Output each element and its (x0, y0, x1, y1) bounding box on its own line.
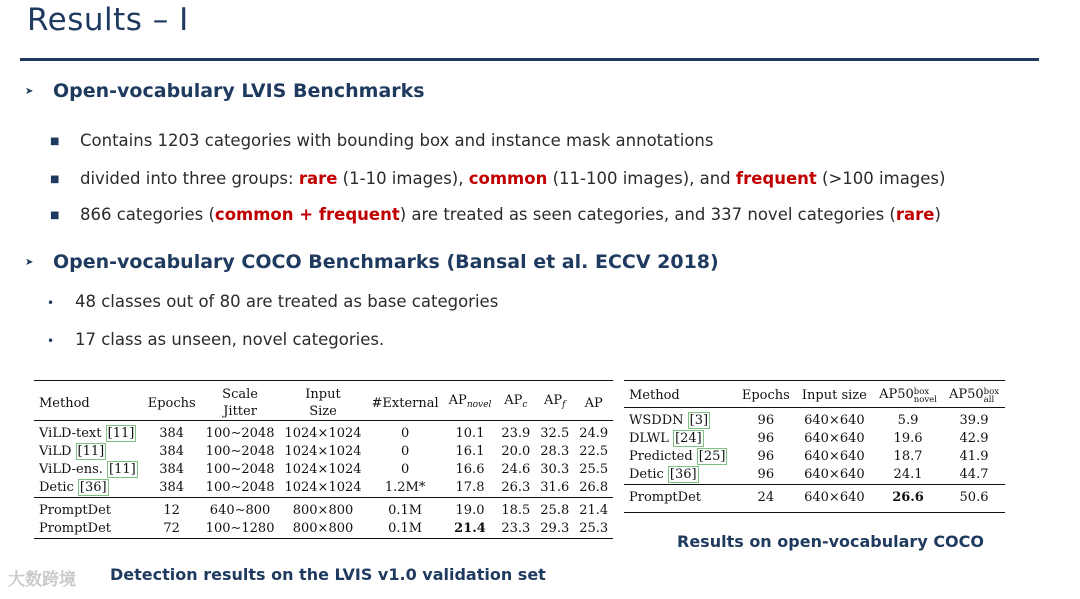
ap-f-cell: 32.5 (535, 421, 574, 444)
input-size-cell: 1024×1024 (284, 444, 362, 459)
ap-f-cell: 29.3 (535, 520, 574, 539)
epochs-cell: 96 (757, 449, 775, 464)
ap50-all-cell: 50.6 (943, 485, 1005, 513)
ap-cell: 25.3 (574, 520, 613, 539)
table-row (34, 421, 613, 444)
ap-cell: 22.5 (579, 444, 609, 459)
ap-c-cell: 23.3 (496, 520, 535, 539)
bullet-lvis-categories: ■ Contains 1203 categories with bounding box and instance mask annotations (80, 131, 713, 150)
input-size-cell: 640×640 (796, 408, 873, 431)
input-size-cell: 800×800 (279, 520, 366, 539)
scale-jitter-cell: 640∼800 (201, 498, 280, 521)
table-row (624, 408, 1005, 431)
ap-f-cell: 31.6 (540, 480, 570, 495)
ap-f-cell: 30.3 (540, 462, 570, 477)
square-bullet-icon: ■ (50, 174, 60, 185)
method-cell: Detic [36] (629, 467, 697, 482)
bullet-coco-novel: • 17 class as unseen, novel categories. (75, 330, 384, 349)
ap-c-cell: 24.6 (501, 462, 531, 477)
table-row (624, 430, 1005, 448)
method-cell: WSDDN [3] (624, 408, 736, 431)
scale-jitter-cell: 100∼2048 (205, 480, 275, 495)
ap-cell: 25.5 (579, 462, 609, 477)
ap-cell: 21.4 (574, 498, 613, 521)
dot-bullet-icon: • (47, 296, 55, 310)
title-divider (20, 58, 1039, 61)
epochs-cell: 384 (159, 444, 185, 459)
method-cell: ViLD [11] (39, 444, 105, 459)
table-header-row: Method Epochs Scale Jitter Input Size #External $AP_{novel}$ $AP_c$ $AP_f$ AP (34, 381, 613, 421)
highlight-rare: rare (895, 205, 935, 224)
scale-jitter-cell: 100∼1280 (201, 520, 280, 539)
ap-novel-cell: 21.4 (444, 520, 497, 539)
input-size-cell: 640×640 (804, 449, 865, 464)
ap50-novel-cell: 26.6 (873, 485, 943, 513)
external-cell: 0 (400, 462, 410, 477)
method-cell: PromptDet (624, 485, 736, 513)
method-cell: ViLD-ens. [11] (39, 462, 136, 477)
input-size-cell: 640×640 (804, 467, 865, 482)
lvis-table-caption: Detection results on the LVIS v1.0 validation set (110, 565, 546, 584)
table-row (34, 520, 613, 539)
watermark: 大数跨境 (8, 570, 76, 590)
method-cell: DLWL [24] (629, 431, 702, 446)
input-size-cell: 1024×1024 (279, 421, 366, 444)
method-cell: PromptDet (34, 520, 143, 539)
ap50-all-cell: 39.9 (943, 408, 1005, 431)
ap-c-cell: 20.0 (501, 444, 531, 459)
ap50-all-cell: 42.9 (959, 431, 989, 446)
epochs-cell: 24 (736, 485, 796, 513)
section-heading-coco (25, 251, 719, 273)
highlight-frequent: frequent (735, 169, 817, 188)
external-cell: 0 (367, 421, 444, 444)
ap-f-cell: 28.3 (540, 444, 570, 459)
table-row (34, 479, 613, 498)
method-cell: Detic [36] (39, 480, 107, 495)
ap-novel-cell: 16.1 (455, 444, 485, 459)
citation-link[interactable]: [36] (669, 467, 697, 482)
citation-link[interactable]: [11] (107, 426, 135, 441)
epochs-cell: 96 (736, 408, 796, 431)
epochs-cell: 384 (143, 421, 201, 444)
citation-link[interactable]: [25] (698, 449, 726, 464)
square-bullet-icon: ■ (50, 210, 60, 221)
epochs-cell: 12 (143, 498, 201, 521)
ap-novel-cell: 16.6 (455, 462, 485, 477)
ap50-novel-cell: 5.9 (873, 408, 943, 431)
bullet-lvis-groups: ■ divided into three groups: rare (1-10 images), common (11-100 images), and frequent (>100 images) (80, 169, 945, 188)
citation-link[interactable]: [3] (689, 413, 709, 428)
table-row (34, 498, 613, 521)
section-heading-lvis (25, 80, 425, 102)
epochs-cell: 96 (757, 431, 775, 446)
input-size-cell: 800×800 (279, 498, 366, 521)
arrow-bullet-icon: ➤ (25, 257, 34, 268)
input-size-cell: 640×640 (804, 431, 865, 446)
highlight-rare: rare (298, 169, 338, 188)
ap-novel-cell: 17.8 (455, 480, 485, 495)
highlight-common: common (468, 169, 548, 188)
external-cell: 1.2M* (384, 480, 426, 495)
ap-f-cell: 25.8 (535, 498, 574, 521)
lvis-results-table (34, 380, 613, 539)
bullet-lvis-split: ■ 866 categories (common + frequent) are treated as seen categories, and 337 novel categories (rare) (80, 205, 941, 224)
ap50-novel-cell: 18.7 (893, 449, 923, 464)
scale-jitter-cell: 100∼2048 (205, 444, 275, 459)
ap-cell: 24.9 (574, 421, 613, 444)
citation-link[interactable]: [36] (79, 480, 107, 495)
method-cell: PromptDet (34, 498, 143, 521)
coco-table-caption: Results on open-vocabulary COCO (677, 532, 984, 551)
external-cell: 0.1M (367, 520, 444, 539)
ap-novel-cell: 10.1 (444, 421, 497, 444)
dot-bullet-icon: • (47, 334, 55, 348)
input-size-cell: 640×640 (796, 485, 873, 513)
arrow-bullet-icon: ➤ (25, 86, 34, 97)
bullet-coco-base: • 48 classes out of 80 are treated as base categories (75, 292, 498, 311)
input-size-cell: 1024×1024 (284, 462, 362, 477)
input-size-cell: 1024×1024 (284, 480, 362, 495)
scale-jitter-cell: 100∼2048 (201, 421, 280, 444)
square-bullet-icon: ■ (50, 136, 60, 147)
table-row (624, 448, 1005, 466)
table-row (624, 466, 1005, 485)
epochs-cell: 96 (757, 467, 775, 482)
slide-title: Results – I (27, 2, 189, 38)
section-heading-coco-text: Open-vocabulary COCO Benchmarks (Bansal et al. ECCV 2018) (53, 251, 719, 273)
highlight-common-frequent: common + frequent (214, 205, 400, 224)
epochs-cell: 384 (159, 480, 185, 495)
external-cell: 0.1M (367, 498, 444, 521)
ap50-novel-cell: 24.1 (893, 467, 923, 482)
table-row (624, 485, 1005, 513)
epochs-cell: 384 (159, 462, 185, 477)
ap-novel-cell: 19.0 (444, 498, 497, 521)
epochs-cell: 72 (143, 520, 201, 539)
ap50-novel-cell: 19.6 (893, 431, 923, 446)
ap-c-cell: 26.3 (501, 480, 531, 495)
method-cell: ViLD-text [11] (34, 421, 143, 444)
citation-link[interactable]: [11] (109, 462, 136, 477)
scale-jitter-cell: 100∼2048 (205, 462, 275, 477)
external-cell: 0 (400, 444, 410, 459)
ap-c-cell: 23.9 (496, 421, 535, 444)
coco-results-table (624, 380, 1005, 513)
ap50-all-cell: 44.7 (959, 467, 989, 482)
method-cell: Predicted [25] (629, 449, 726, 464)
citation-link[interactable]: [24] (675, 431, 702, 446)
table-row (34, 443, 613, 461)
citation-link[interactable]: [11] (77, 444, 105, 459)
ap50-all-cell: 41.9 (959, 449, 989, 464)
ap-c-cell: 18.5 (496, 498, 535, 521)
table-header-row: Method Epochs Input size AP50box novel AP50box all (624, 381, 1005, 408)
ap-cell: 26.8 (579, 480, 609, 495)
table-row (34, 461, 613, 479)
section-heading-lvis-text: Open-vocabulary LVIS Benchmarks (53, 80, 425, 102)
